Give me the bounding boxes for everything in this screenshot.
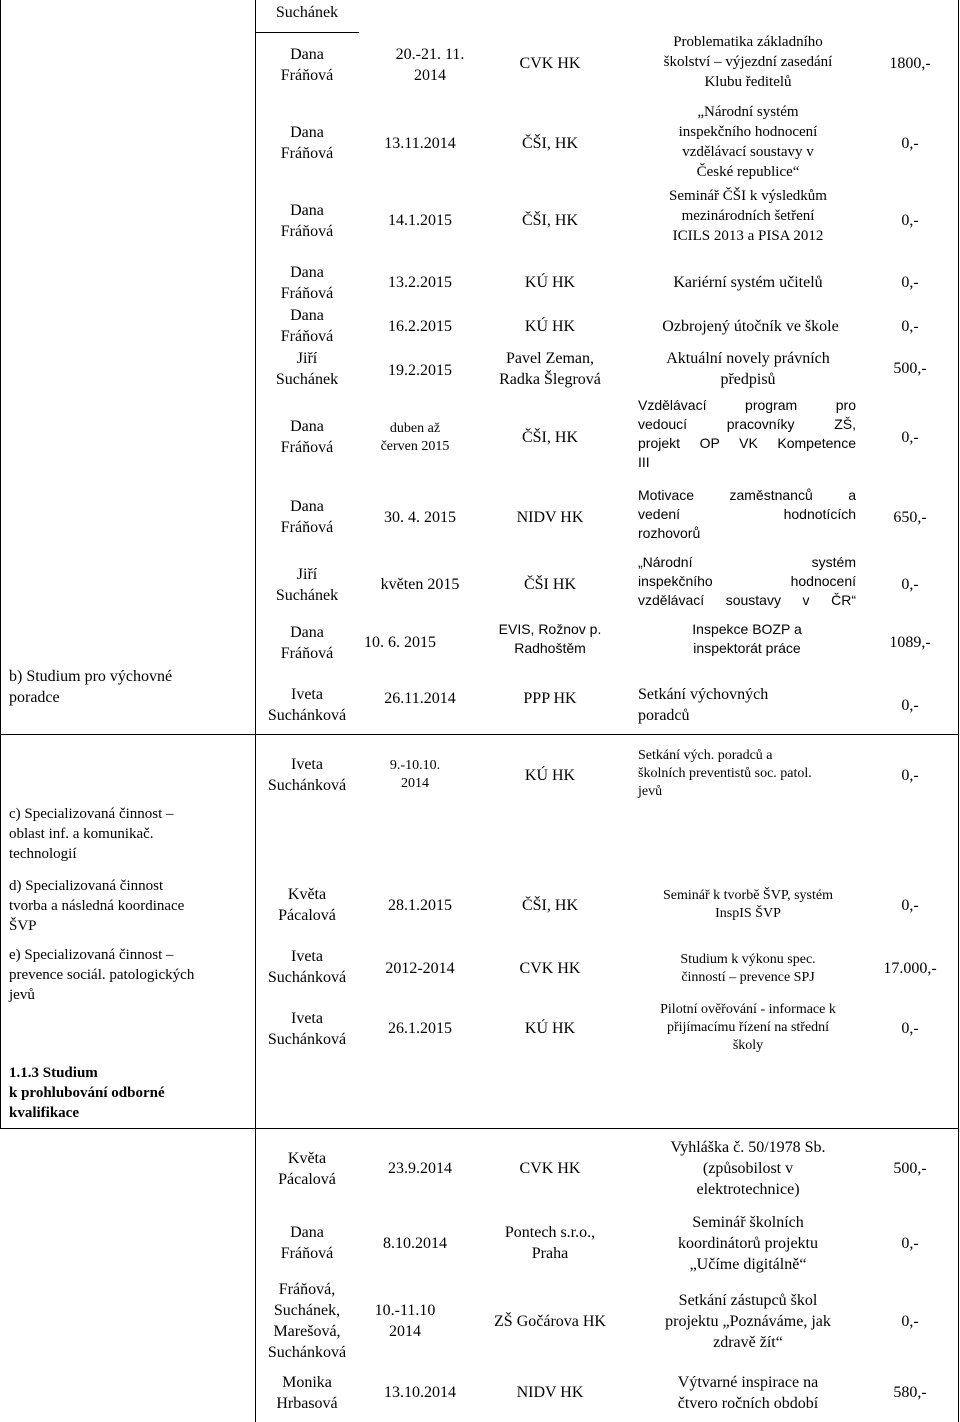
row-organizer: ZŠ Gočárova HK — [494, 1313, 606, 1330]
section-c-label: c) Specializovaná činnost – oblast inf. a komunikač. technologií — [9, 806, 174, 862]
table-border — [0, 0, 1, 1129]
row-topic: Ozbrojený útočník ve škole — [662, 318, 839, 335]
row-person: Dana Fráňová — [280, 46, 334, 84]
row-person: Jiří Suchánek — [275, 350, 339, 388]
row-cost: 0,- — [901, 1235, 919, 1252]
row-topic: Seminář k tvorbě ŠVP, systém InspIS ŠVP — [663, 888, 833, 921]
row-cost: 0,- — [901, 318, 919, 335]
row-organizer: Pavel Zeman, Radka Šlegrová — [499, 350, 601, 388]
row-cost: 0,- — [901, 1313, 919, 1330]
row-organizer: ČŠI, HK — [521, 429, 578, 446]
row-person: Dana Fráňová — [280, 1224, 334, 1262]
row-cost: 0,- — [901, 429, 919, 446]
row-cost: 0,- — [901, 274, 919, 291]
row-person: Květa Pácalová — [278, 1150, 336, 1188]
row-cost: 0,- — [901, 576, 919, 593]
row-organizer: EVIS, Rožnov p. Radhoštěm — [498, 621, 602, 656]
row-topic: Inspekce BOZP a inspektorát práce — [692, 621, 802, 656]
row-cost: 0,- — [901, 767, 919, 784]
row-date: 28.1.2015 — [388, 897, 452, 914]
row-topic: Seminář školních koordinátorů projektu „Učíme digitálně“ — [678, 1214, 818, 1273]
row-organizer: KÚ HK — [524, 318, 576, 335]
row-date: 13.10.2014 — [384, 1384, 456, 1401]
row-topic: Aktuální novely právních předpisů — [666, 350, 830, 388]
row-cost: 500,- — [893, 360, 927, 377]
row-organizer: ČŠI, HK — [521, 135, 578, 152]
row-date: 13.2.2015 — [388, 274, 452, 291]
row-date: 9.-10.10. 2014 — [389, 758, 441, 791]
row-cost: 0,- — [901, 135, 919, 152]
row-person: Dana Fráňová — [280, 418, 334, 456]
table-border — [0, 1128, 959, 1129]
row-organizer: NIDV HK — [516, 509, 584, 526]
row-person: Iveta Suchánková — [267, 1010, 347, 1048]
row-person: Dana Fráňová — [280, 498, 334, 536]
row-topic: Setkání výchovných poradců — [638, 686, 769, 724]
row-topic: Vzdělávací program pro vedoucí pracovníky ZŠ, projekt OP VK Kompetence III — [638, 397, 856, 470]
row-person: Dana Fráňová — [280, 124, 334, 162]
row-topic: „Národní systém inspekčního hodnocení vzdělávací soustavy v ČR“ — [638, 554, 856, 608]
row-topic: Studium k výkonu spec. činností – prevence SPJ — [680, 952, 816, 985]
row-date: 19.2.2015 — [388, 362, 452, 379]
row-topic: Problematika základního školství – výjezdní zasedání Klubu ředitelů — [663, 34, 833, 90]
row-date: 23.9.2014 — [388, 1160, 452, 1177]
row-topic: Setkání vých. poradců a školních preventistů soc. patol. jevů — [638, 748, 812, 799]
row-cost: 0,- — [901, 1020, 919, 1037]
row-cost: 1800,- — [889, 55, 931, 72]
row-person: Dana Fráňová — [280, 264, 334, 302]
row-organizer: ČŠI HK — [523, 576, 576, 593]
row-date: květen 2015 — [380, 576, 460, 593]
row-cost: 580,- — [893, 1384, 927, 1401]
row-date: 2012-2014 — [385, 960, 455, 977]
row-person: Iveta Suchánková — [267, 756, 347, 794]
table-border — [958, 0, 959, 1422]
row-topic: Vyhláška č. 50/1978 Sb. (způsobilost v elektrotechnice) — [670, 1139, 826, 1198]
row-organizer: Pontech s.r.o., Praha — [504, 1224, 596, 1262]
row-person: Dana Fráňová — [280, 202, 334, 240]
row-topic: „Národní systém inspekčního hodnocení vzdělávací soustavy v České republice“ — [678, 104, 818, 180]
row-topic: Pilotní ověřování - informace k přijímacímu řízení na střední školy — [660, 1002, 836, 1053]
row-date: 13.11.2014 — [384, 135, 456, 152]
row-person: Jiří Suchánek — [275, 566, 339, 604]
section-d-label: d) Specializovaná činnost tvorba a následná koordinace ŠVP — [9, 878, 185, 934]
section-113-label: 1.1.3 Studium k prohlubování odborné kvalifikace — [9, 1065, 165, 1121]
row-topic: Motivace zaměstnanců a vedení hodnotících rozhovorů — [638, 487, 856, 541]
table-border — [0, 734, 959, 735]
row-topic: Výtvarné inspirace na čtvero ročních období — [677, 1374, 819, 1412]
row-organizer: NIDV HK — [516, 1384, 584, 1401]
row-date: 10. 6. 2015 — [364, 634, 436, 651]
row-organizer: KÚ HK — [524, 767, 576, 784]
row-cost: 1089,- — [889, 634, 931, 651]
row-cost: 0,- — [901, 697, 919, 714]
row-organizer: CVK HK — [519, 960, 581, 977]
section-e-label: e) Specializovaná činnost – prevence sociál. patologických jevů — [9, 947, 195, 1003]
row-organizer: CVK HK — [519, 55, 581, 72]
row-date: 10.-11.10 2014 — [374, 1302, 436, 1340]
row-topic: Setkání zástupců škol projektu „Poznáváme, jak zdravě žít“ — [665, 1292, 831, 1351]
row-organizer: KÚ HK — [524, 274, 576, 291]
row-person: Dana Fráňová — [280, 307, 334, 345]
row-cost: 0,- — [901, 897, 919, 914]
row-organizer: PPP HK — [523, 690, 577, 707]
row-date: 8.10.2014 — [383, 1235, 447, 1252]
row-organizer: CVK HK — [519, 1160, 581, 1177]
header-cell: Suchánek — [275, 4, 339, 21]
row-cost: 17.000,- — [883, 960, 937, 977]
row-date: duben až červen 2015 — [380, 421, 450, 454]
table-border — [255, 32, 359, 33]
row-date: 26.1.2015 — [388, 1020, 452, 1037]
row-person: Iveta Suchánková — [267, 686, 347, 724]
row-person: Monika Hrbasová — [276, 1374, 338, 1412]
row-person: Dana Fráňová — [280, 624, 334, 662]
row-date: 14.1.2015 — [388, 212, 452, 229]
row-date: 20.-21. 11. 2014 — [395, 46, 465, 84]
row-topic: Kariérní systém učitelů — [673, 274, 823, 291]
row-topic: Seminář ČŠI k výsledkům mezinárodních šetření ICILS 2013 a PISA 2012 — [669, 188, 827, 244]
row-person: Fráňová, Suchánek, Marešová, Suchánková — [267, 1281, 347, 1361]
row-date: 30. 4. 2015 — [384, 509, 456, 526]
row-person: Iveta Suchánková — [267, 948, 347, 986]
row-cost: 650,- — [893, 509, 927, 526]
row-organizer: ČŠI, HK — [521, 212, 578, 229]
row-date: 16.2.2015 — [388, 318, 452, 335]
section-b-label: b) Studium pro výchovné poradce — [9, 668, 173, 706]
row-organizer: KÚ HK — [524, 1020, 576, 1037]
row-cost: 500,- — [893, 1160, 927, 1177]
row-date: 26.11.2014 — [384, 690, 456, 707]
row-organizer: ČŠI, HK — [521, 897, 578, 914]
row-person: Květa Pácalová — [278, 886, 336, 924]
row-cost: 0,- — [901, 212, 919, 229]
